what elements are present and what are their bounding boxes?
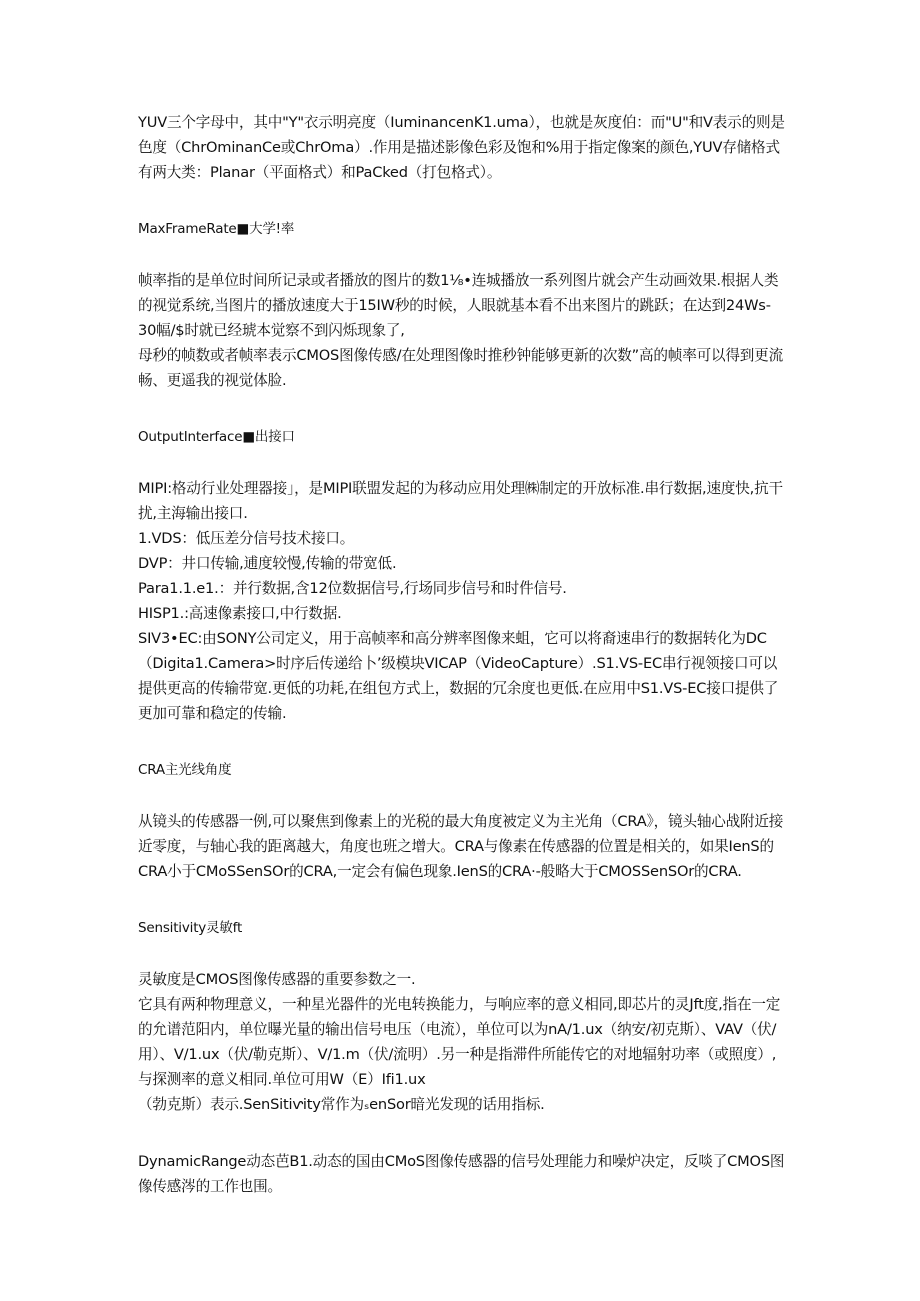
- frame-rate-paragraph: 帧率指的是单位时间所记录或者播放的图片的数1⅛•连城播放一系列图片就会产生动画效果.根据人类的视觉系统,当图片的播放速度大于15IW秒的时候，人眼就基本看不出来图片的跳跃；在达到24Ws-30幅/$时就已经琥本觉察不到闪烁现象了,: [138, 272, 779, 339]
- dynamic-range-paragraph: DynamicRange动态芭B1.动态的国由CMoS图像传感器的信号处理能力和噪炉决定，反啖了CMOS图像传感涔的工作也围。: [138, 1153, 785, 1195]
- frame-rate-paragraph-2: 母秒的帧数或者帧率表示CMOS图像传感/在处理图像时推秒钟能够更新的次数”高的帧率可以得到更流畅、更遥我的视觉体脸.: [138, 347, 783, 389]
- section-heading-max-frame-rate: MaxFrameRate■大学!率: [138, 221, 295, 237]
- interface-dvp: DVP：井口传输,逋度较慢,传输的带宽低.: [138, 555, 397, 572]
- section-heading-cra: CRA主光线角度: [138, 762, 232, 778]
- section-heading-output-interface: OutputInterface■出接口: [138, 429, 295, 445]
- intro-paragraph: YUV三个字母中，其中"Y"衣示明亮度（IuminancenK1.uma），也就是灰度伯：而"U"和V表示的则是色度（ChrOminanCe或ChrOma）.作用是描述影像色彩及饱和%用于指定像案的颜色,YUV存储格式有两大类：Planar（平面格式）和PaCked（打包格式）。: [138, 114, 785, 181]
- interface-slvs-ec: SIV3•EC:由SONY公司定义，用于高帧率和高分辨率图像来蛆，它可以将裔速串行的数据转化为DC（Digita1.Camera>时序后传递给卜’级模块VICAP（VideoCapture）.S1.VS-EC串行视领接口可以提供更高的传输带宽.更低的功耗,在组包方式上，数据的冗余度也更低.在应用中S1.VS-EC接口提供了更加可靠和稳定的传输.: [138, 630, 779, 722]
- interface-mipi: MIPI:格动行业处理器接」，是MIPI联盟发起的为移动应用处理㈱制定的开放标准.串行数据,速度快,抗干扰,主海输出接口.: [138, 480, 783, 522]
- cra-paragraph: 从镜头的传感器一例,可以聚焦到像素上的光税的最大角度被定义为主光角（CRA》，镜头轴心战附近接近零度，与轴心我的距离越大，角度也班之增大。CRA与像素在传感器的位置是相关的，如果IenS的CRA小于CMoSSenSOr的CRA,一定会有偏色现象.IenS的CRA·-般略大于CMOSSenSOr的CRA.: [138, 813, 784, 880]
- sensitivity-paragraph-3: （勃克斯）表示.SenSitiⱱity常作为ₛenSor暗光发现的话用指标.: [138, 1096, 545, 1113]
- document-page: [138, 110, 788, 1199]
- section-heading-sensitivity: Sensitivity灵敏ft: [138, 920, 243, 936]
- sensitivity-paragraph-1: 灵敏度是CMOS图像传感器的重要参数之一.: [138, 971, 416, 988]
- interface-hispi: HISP1.:高速像素接口,中行数据.: [138, 605, 342, 622]
- interface-lvds: 1.VDS：低压差分信号技术接口。: [138, 530, 355, 547]
- sensitivity-paragraph-2: 它具有两种物理意义，一种星光器件的光电转换能力，与响应率的意义相同,即芯片的灵Jft度,指在一定的允谱范阳内，单位曝光量的输出信号电压（电流），单位可以为nA/1.ux（纳安/初克斯）、VAV（伏/用）、V/1.ux（伏/勒克斯）、V/1.m（伏/流明）.另一种是指滞件所能传它的对地辐射功率（或照度）,与探测率的意义相同.单位可用W（E）Ifi1.ux: [138, 996, 781, 1088]
- interface-parallel: Para1.1.e1.：并行数据,含12位数据信号,行场同步信号和时件信号.: [138, 580, 567, 597]
